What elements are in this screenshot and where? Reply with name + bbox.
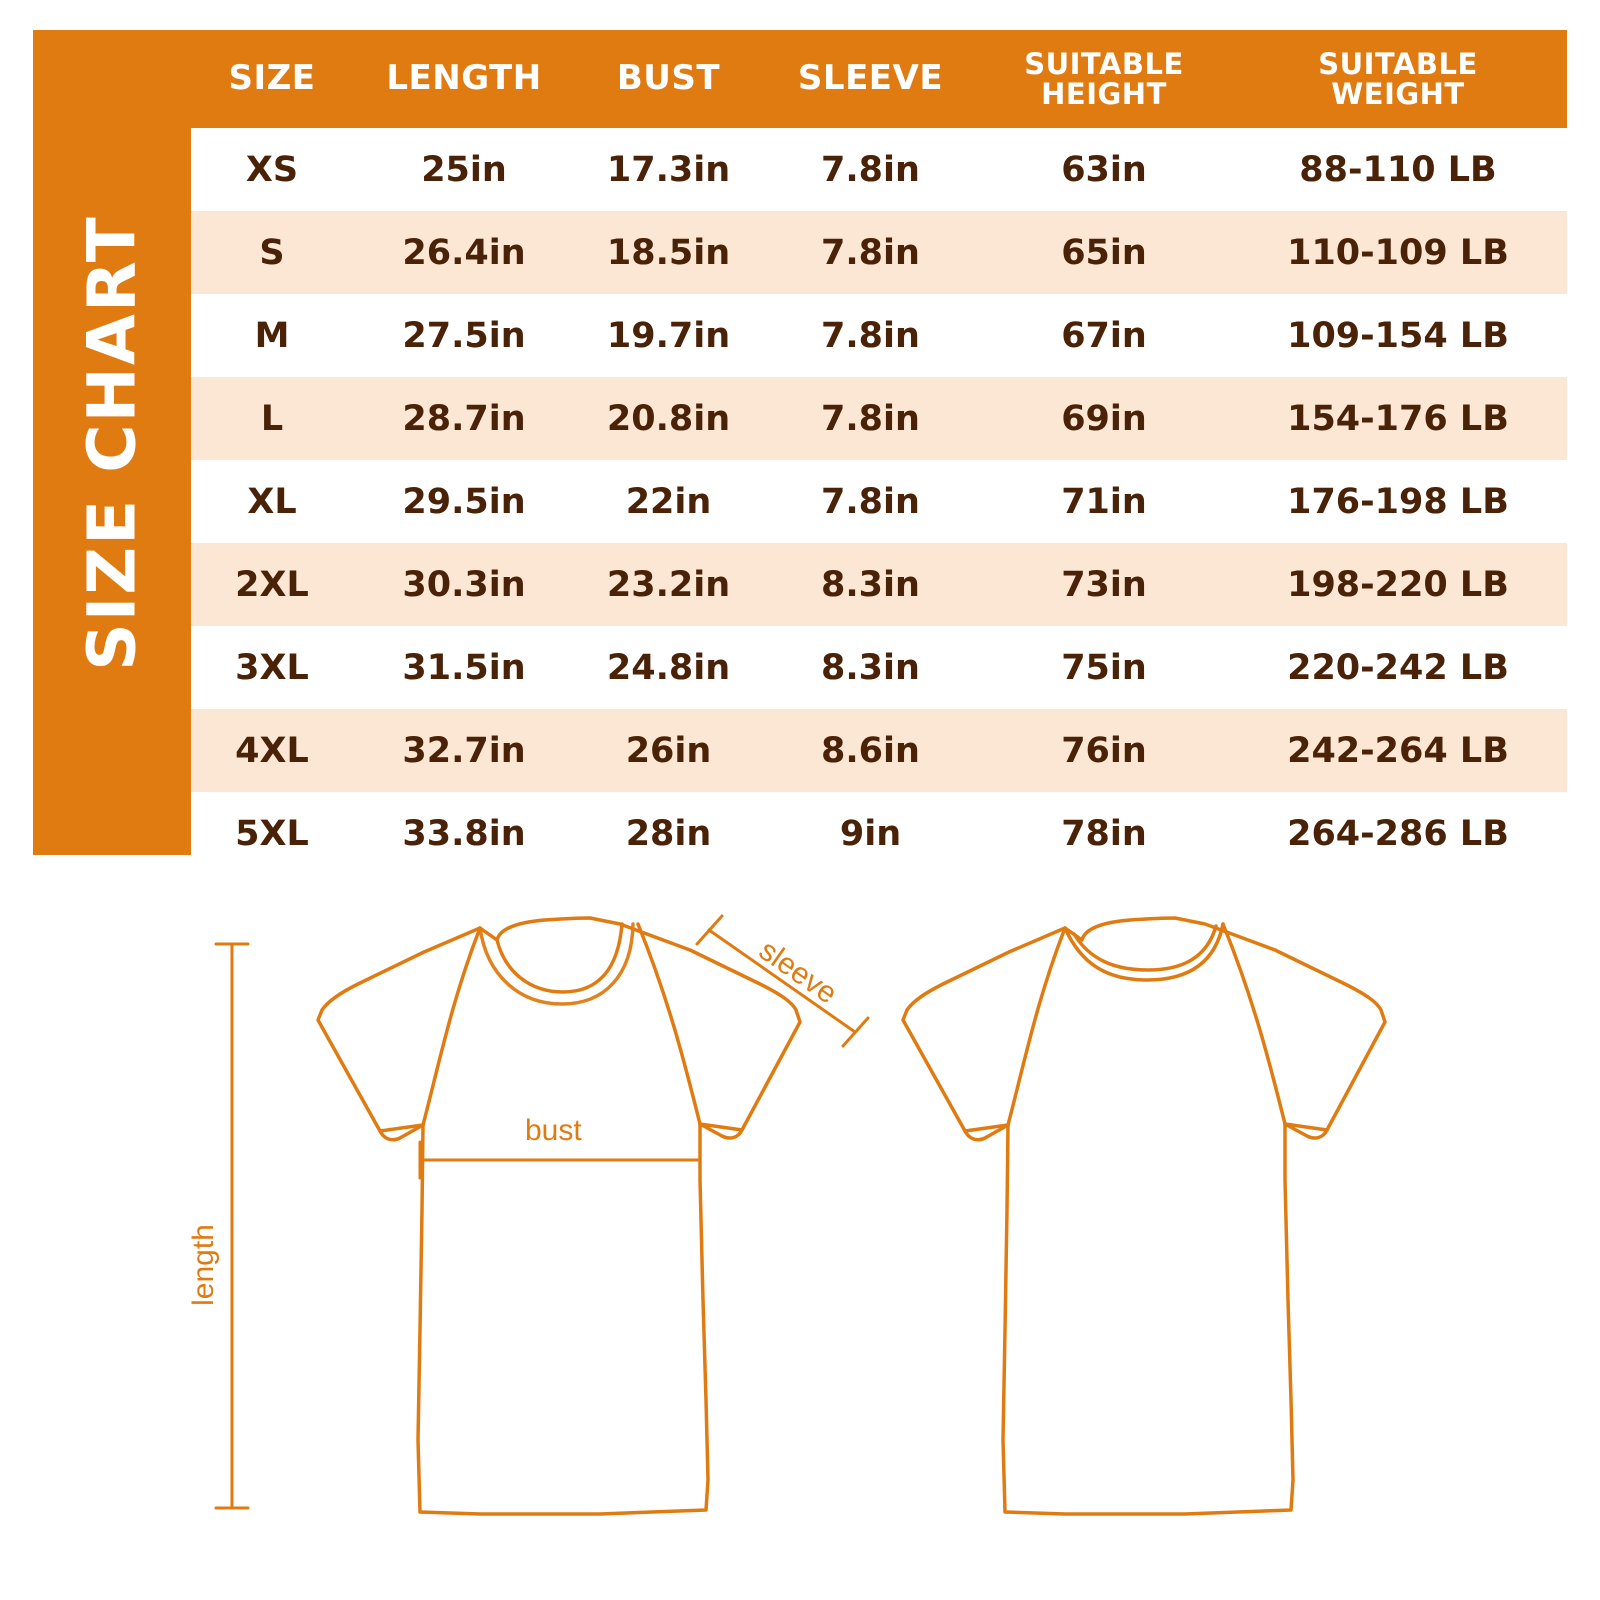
page-title: SIZE CHART	[73, 214, 151, 671]
cell-size: L	[191, 377, 353, 460]
cell-size: 4XL	[191, 709, 353, 792]
cell-bust: 18.5in	[575, 211, 762, 294]
column-header-sleeve: SLEEVE	[762, 30, 979, 128]
cell-bust: 26in	[575, 709, 762, 792]
cell-sleeve: 8.3in	[762, 543, 979, 626]
tshirt-back-illustration	[903, 918, 1385, 1514]
table-row	[191, 128, 1567, 211]
cell-suitable-weight: 220-242 LB	[1229, 626, 1567, 709]
cell-suitable-weight: 198-220 LB	[1229, 543, 1567, 626]
cell-sleeve: 7.8in	[762, 294, 979, 377]
cell-length: 31.5in	[353, 626, 575, 709]
cell-length: 29.5in	[353, 460, 575, 543]
bust-dimension	[420, 1142, 700, 1178]
cell-bust: 24.8in	[575, 626, 762, 709]
cell-suitable-weight: 88-110 LB	[1229, 128, 1567, 211]
column-header-suitable-height-line2: HEIGHT	[1041, 77, 1167, 111]
column-header-suitable-weight-line1: SUITABLE	[1318, 46, 1478, 81]
cell-sleeve: 9in	[762, 792, 979, 875]
size-table-wrap	[191, 30, 1567, 855]
table-row	[191, 294, 1567, 377]
length-dimension	[216, 944, 248, 1508]
table-row	[191, 211, 1567, 294]
cell-suitable-height: 78in	[979, 792, 1229, 875]
cell-suitable-height: 65in	[979, 211, 1229, 294]
size-table-head	[191, 30, 1567, 128]
cell-bust: 28in	[575, 792, 762, 875]
cell-suitable-weight: 109-154 LB	[1229, 294, 1567, 377]
cell-suitable-height: 76in	[979, 709, 1229, 792]
table-row	[191, 709, 1567, 792]
cell-bust: 17.3in	[575, 128, 762, 211]
cell-bust: 22in	[575, 460, 762, 543]
column-header-suitable-height-line1: SUITABLE	[1024, 46, 1184, 81]
measurement-diagram	[0, 880, 1600, 1580]
cell-bust: 23.2in	[575, 543, 762, 626]
cell-length: 26.4in	[353, 211, 575, 294]
cell-suitable-height: 69in	[979, 377, 1229, 460]
column-header-suitable-weight	[1229, 30, 1567, 128]
cell-suitable-height: 67in	[979, 294, 1229, 377]
cell-length: 27.5in	[353, 294, 575, 377]
cell-sleeve: 7.8in	[762, 460, 979, 543]
cell-size: 2XL	[191, 543, 353, 626]
cell-sleeve: 7.8in	[762, 377, 979, 460]
cell-suitable-weight: 176-198 LB	[1229, 460, 1567, 543]
size-table	[191, 30, 1567, 875]
cell-suitable-weight: 242-264 LB	[1229, 709, 1567, 792]
column-header-bust: BUST	[575, 30, 762, 128]
cell-size: XL	[191, 460, 353, 543]
table-row	[191, 792, 1567, 875]
cell-length: 33.8in	[353, 792, 575, 875]
cell-suitable-height: 73in	[979, 543, 1229, 626]
cell-length: 25in	[353, 128, 575, 211]
tshirt-front-illustration	[318, 918, 800, 1514]
cell-size: XS	[191, 128, 353, 211]
cell-sleeve: 7.8in	[762, 211, 979, 294]
column-header-length: LENGTH	[353, 30, 575, 128]
cell-size: M	[191, 294, 353, 377]
sleeve-label: sleeve	[752, 933, 843, 1011]
side-label-area	[33, 30, 191, 855]
size-chart-panel	[33, 30, 1567, 855]
cell-suitable-weight: 154-176 LB	[1229, 377, 1567, 460]
cell-size: 3XL	[191, 626, 353, 709]
cell-length: 32.7in	[353, 709, 575, 792]
table-row	[191, 543, 1567, 626]
table-header-row	[191, 30, 1567, 128]
cell-sleeve: 7.8in	[762, 128, 979, 211]
cell-suitable-height: 63in	[979, 128, 1229, 211]
bust-label: bust	[525, 1114, 582, 1147]
cell-bust: 20.8in	[575, 377, 762, 460]
cell-size: S	[191, 211, 353, 294]
table-row	[191, 377, 1567, 460]
table-row	[191, 460, 1567, 543]
size-table-body	[191, 128, 1567, 875]
cell-suitable-weight: 110-109 LB	[1229, 211, 1567, 294]
column-header-suitable-weight-line2: WEIGHT	[1331, 77, 1465, 111]
cell-bust: 19.7in	[575, 294, 762, 377]
cell-suitable-weight: 264-286 LB	[1229, 792, 1567, 875]
cell-sleeve: 8.6in	[762, 709, 979, 792]
cell-size: 5XL	[191, 792, 353, 875]
column-header-size: SIZE	[191, 30, 353, 128]
length-label: length	[187, 1224, 220, 1306]
table-row	[191, 626, 1567, 709]
cell-suitable-height: 75in	[979, 626, 1229, 709]
cell-suitable-height: 71in	[979, 460, 1229, 543]
column-header-suitable-height	[979, 30, 1229, 128]
cell-length: 30.3in	[353, 543, 575, 626]
cell-length: 28.7in	[353, 377, 575, 460]
cell-sleeve: 8.3in	[762, 626, 979, 709]
